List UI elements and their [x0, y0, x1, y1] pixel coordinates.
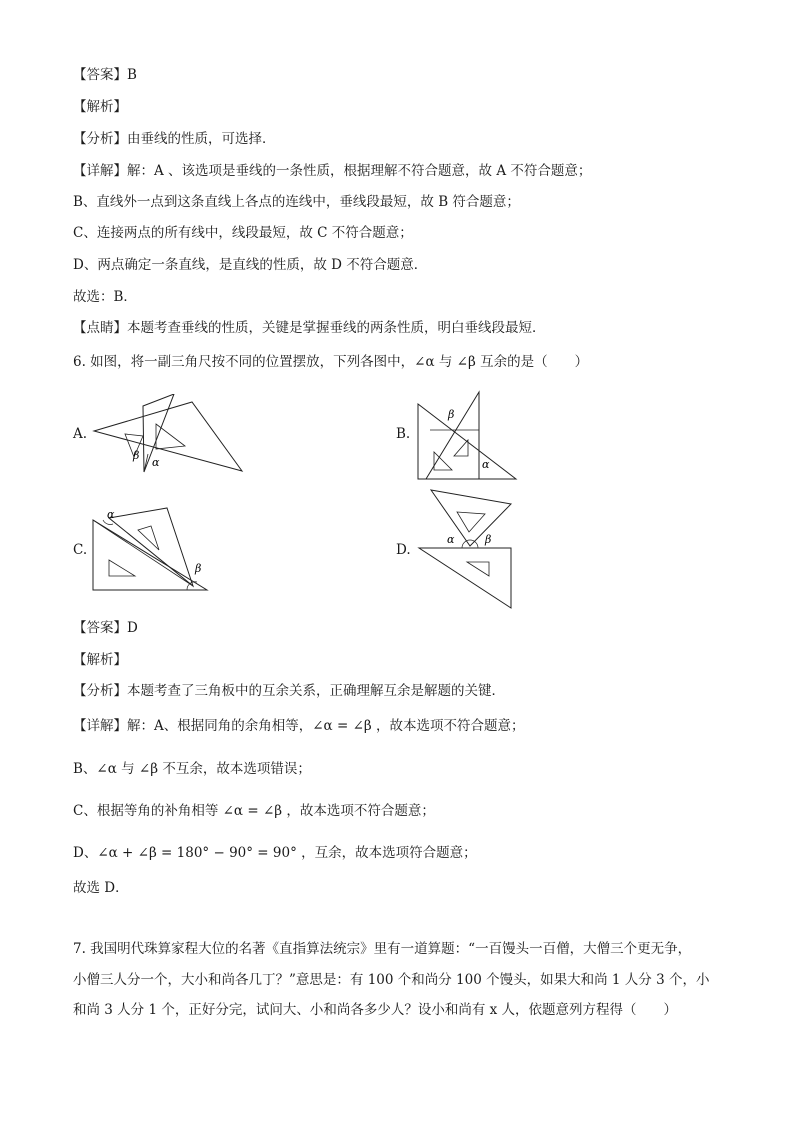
analysis-heading-6: 【解析】 [73, 652, 127, 668]
detail-5-d: D、两点确定一条直线，是直线的性质，故 D 不符合题意． [73, 257, 428, 273]
figure-b-alpha: α [482, 458, 490, 471]
detail-6-c: C、根据等角的补角相等 ∠α = ∠β ，故本选项不符合题意； [73, 803, 435, 819]
figure-d [415, 488, 515, 610]
detail-6-b: B、∠α 与 ∠β 不互余，故本选项错误； [73, 761, 311, 777]
figure-d-label: D. [396, 542, 411, 558]
figure-c-alpha: α [107, 508, 115, 521]
question-7-line-2: 小僧三人分一个，大小和尚各几丁？”意思是：有 100 个和尚分 100 个馒头，如果大和尚 1 人分 3 个，小 [73, 972, 710, 988]
figure-a-alpha: α [152, 456, 160, 469]
answer-6: 【答案】D [73, 620, 138, 636]
answer-5: 【答案】B [73, 67, 137, 83]
detail-5-a: 【详解】解：A 、该选项是垂线的一条性质，根据理解不符合题意，故 A 不符合题意； [73, 163, 592, 179]
choice-6: 故选 D． [73, 880, 129, 896]
detail-6-a: 【详解】解：A、根据同角的余角相等，∠α = ∠β ，故本选项不符合题意； [73, 718, 525, 734]
figure-b-beta: β [448, 408, 455, 421]
detail-6-d: D、∠α + ∠β = 180° − 90° = 90° ，互余，故本选项符合题意； [73, 845, 477, 861]
comment-5: 【点睛】本题考查垂线的性质，关键是掌握垂线的两条性质，明白垂线段最短． [73, 320, 546, 336]
analysis-heading-5: 【解析】 [73, 99, 127, 115]
figure-c-beta: β [195, 562, 202, 575]
figure-a-label: A. [73, 426, 88, 442]
choice-5: 故选：B． [73, 289, 137, 305]
question-7-line-3: 和尚 3 人分 1 个，正好分完，试问大、小和尚各多少人？设小和尚有 x 人，依题意列方程得（ ） [73, 1002, 678, 1018]
figure-a [90, 394, 246, 476]
figure-c [89, 504, 211, 592]
analysis-6: 【分析】本题考查了三角板中的互余关系，正确理解互余是解题的关键． [73, 683, 505, 699]
figure-c-label: C. [73, 542, 88, 558]
detail-5-b: B、直线外一点到这条直线上各点的连线中，垂线段最短，故 B 符合题意； [73, 194, 520, 210]
detail-5-c: C、连接两点的所有线中，线段最短，故 C 不符合题意； [73, 225, 413, 241]
figure-d-beta: β [485, 533, 492, 546]
question-6: 6. 如图，将一副三角尺按不同的位置摆放，下列各图中，∠α 与 ∠β 互余的是（ ） [73, 354, 589, 370]
figure-b [412, 390, 520, 482]
figure-a-beta: β [133, 449, 140, 462]
analysis-5: 【分析】由垂线的性质，可选择． [73, 131, 276, 147]
figure-d-alpha: α [447, 533, 455, 546]
figure-b-label: B. [396, 426, 411, 442]
question-7-line-1: 7. 我国明代珠算家程大位的名著《直指算法统宗》里有一道算题：“一百馒头一百僧，大僧三个更无争， [73, 941, 692, 957]
